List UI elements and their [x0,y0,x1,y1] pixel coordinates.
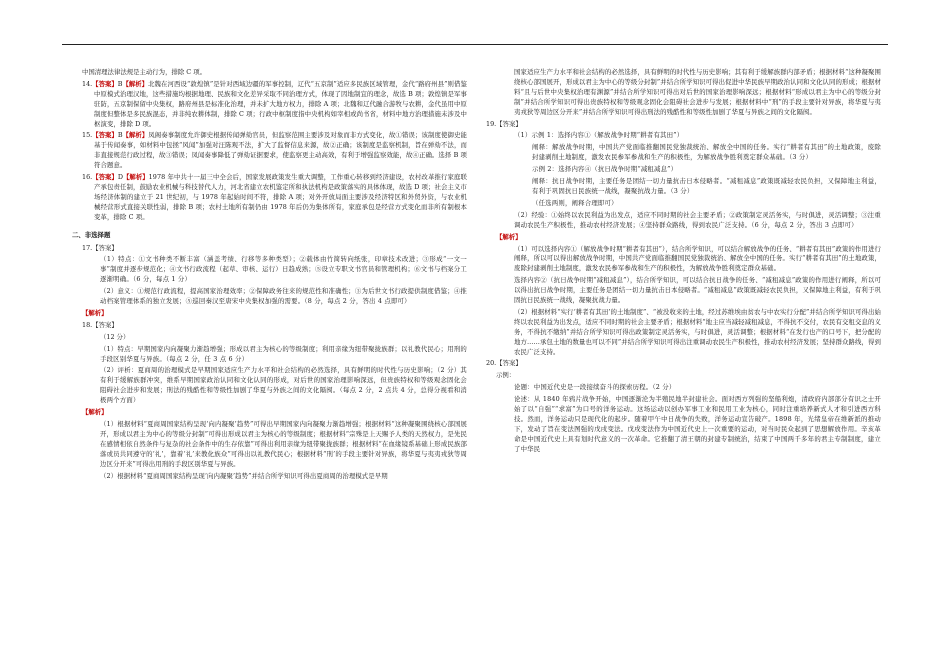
q16-answer [72,173,467,223]
q18-analysis-tag: 【解析】 [82,408,108,417]
q13-tail: 中国清理法律法规是主动行为，排除 C 项。 [82,68,206,76]
question-answer-head: 17.【答案】 [82,243,118,252]
q19-example2: 示例 2：选择内容④（抗日战争时期“减租减息”） [532,165,678,174]
q15-answer [72,131,467,171]
q17-analysis-tag: 【解析】 [82,308,108,317]
answer-tag: 【答案】 [92,173,118,182]
q18-score: （12 分） [100,332,130,341]
q19-header [486,120,881,130]
q19-part2: （2）经验：①始终以农民利益为出发点，适应不同时期的社会主要矛盾；②政策制定灵活务实，与时俱进，灵活调整；③注重调动农民生产积极性，推动农村经济发展；④坚持群众路线，得到农民广泛支持。（6 分，每点 2 分，答出 3 点即可） [514,210,881,229]
q19-analysis-1: （1）可以选择内容①（解放战争时期“耕者有其田”），结合所学知识，可以结合解放战争的任务、“耕者有其田”政策的作用进行阐释，所以可以得出解放战争时期，中国共产党面临推翻国民党独裁统治、解放全中国的任务。实行“耕者有其田”的土地政策，废除封建剥削土地制度，激发农民参军参战和生产的积极性，为解放战争胜利奠定群众基础。 [514,244,881,273]
q20-example-label: 示例： [496,371,516,380]
q18-part1: （1）特点：早期国家内向凝聚力渐趋增强；形成以君主为核心的等级制度；利用亲缘为纽带聚拢族群；以礼教代民心；用刑的手段区别华夏与异族。（每点 2 分，任 3 点 6 分） [100,344,467,363]
question-answer-head: 20.【答案】 [486,359,522,368]
analysis-text: 凤阁奏事制度允许御史根据传闻弹劾官员，但监察范围主要涉及对象而非方式变化，故①错误；该制度使御史能基于传闻奏事，如材料中包拯“风闻”加强对汪陈观不法，扩大了监督信息来源，故②正确；该制度是监察机制，旨在弹劾不法，而非直接规范行政过程，故③错误；凤闻奏事降低了弹劾证据要求，使监察更主动高效，有利于增强监察效能，故④正确。选择 B 项符合题意。 [94,131,468,170]
q20-thesis: 论题：中国近代史是一段接续奋斗的探索历程。（2 分） [514,383,676,392]
left-column [72,68,467,483]
answer-tag: 【答案】 [92,79,118,88]
q17-header [72,244,467,254]
q17-part1: （1）特点：①文书种类不断丰富（涵盖考绩、行移等多种类型）；②载体由竹简转向纸张，印章技术改进；③形成“一文一事”制度并逐步规范化；④文书行政流程（起草、审核、运行）日趋成熟；⑤设立专职文书官员和管理机构；⑥文书与档案分工逐渐明确。（6 分，每点 1 分） [100,255,467,284]
q19-note: （任选两则，阐释合理即可） [532,198,618,207]
analysis-tag: 【解析】 [122,79,149,88]
q14-answer [72,80,467,130]
q18-part2: （2）评析：夏商周的治理模式是早期国家适应生产力水平和社会结构的必然选择，具有鲜明的时代性与历史影响；（2 分）其有利于缓解族群冲突，维系早期国家政治认同和文化认同的形成，对后世的国家治理影响深远，但贵族特权和等级观念固化会阻碍社会进步和发展；刑法的残酷性和等级性加剧了华夏与外族之间的文化隔阂。（每点 2 分，2 点共 4 分，总得分视看和消极两个方面） [100,366,467,405]
q19-analysis-1b: 选择内容②（抗日战争时期“减租减息”），结合所学知识，可以结合抗日战争的任务、“减租减息”政策的作用进行阐释，所以可以得出抗日战争时期，主要任务是团结一切力量抗击日本侵略者。“减租减息”政策既减轻农民负担，又保障地主利益，有利于巩固抗日民族统一战线，凝聚抗战力量。 [514,276,881,305]
q18-analysis-2: （2）根据材料“夏商周国家结构呈现‘向内凝聚’趋势”并结合所学知识可得出夏商周的治理模式是早期 [100,471,388,480]
analysis-text: 北魏在河西设“敦煌镇”是针对西域边疆的军事控制，辽代“五京制”适应多民族区域管理，金代“路府州县”则借鉴中原模式治理汉地，这些措施均根据地理、民族和文化差异采取不同治理方式，体现了因地制宜的理念，故选 B 项；敦煌镇是军事驻防，五京制保留中央集权，路府州县是标准化治理，并未扩大地方权力，排除 A 项；北魏和辽代融合游牧与农耕，金代虽用中原制度但整体是多民族混态，并非纯农耕体制，排除 C 项；行政中枢制度指中央机构如宰相或尚书省，材料中地方治理措施未涉及中枢演变，排除 D 项。 [94,79,468,128]
q19-analysis-2: （2）根据材料“实行‘耕者有其田’的土地制度”、“被没收来的土地，经过苏维埃由贫农与中农实行分配”并结合所学知识可得出始终以农民利益为出发点，适应不同时期的社会主要矛盾；根据材料“地主应当减轻减租减息，不得抗不交付，农民有交租交息的义务，不得抗不缴纳”并结合所学知识可得出政策制定灵活务实，与时俱进，灵活调整；根据材料“在发行也产的口号下，把分配的地方……承包土地的数量也可以不同”并结合所学知识可得出注重调动农民生产积极性，推动农村经济发展；坚持群众路线，得到农民广泛支持。 [514,307,881,356]
q20-header [486,359,881,369]
q18-analysis-1: （1）根据材料“夏商周国家结构呈现‘向内凝聚’趋势”可得出早期国家内向凝聚力渐趋增强；根据材料“这种凝聚围绕核心部国展开，形成以君主为中心的等级分封制”可得出形成以君主为核心的等级制度；根据材料“宗殊是上天赐予人类的天然权力，是先民在感情相依自然条件与复杂的社会条件中的生存依靠”可得出利用亲缘为纽带聚拢族群；根据材料“在血缘镜系基础上形成民族部落或员共同遵守的‘礼’，靠着‘礼’来教化族众”可得出以礼教代民心；根据材料“刑’的手段主要针对异族，将华夏与夷夷戎狄等周边区分开来”可得出用刑的手段区别华夏与异族。 [100,420,467,468]
answer-tag: 【答案】 [92,131,118,140]
answer-letter: D [117,173,123,182]
question-answer-head: 18.【答案】 [82,320,118,329]
answer-letter: B [117,79,123,88]
q19-example1: （1）示例 1：选择内容①（解放战争时期“耕者有其田”） [514,131,684,140]
question-number: 16. [82,173,93,182]
right-column [486,68,881,457]
header-rule [62,44,888,45]
q20-body: 论述：从 1840 年鸦片战争开始，中国逐渐沦为半殖民地半封建社会。面对西方列强的坚船利炮，清政府内部部分有识之士开始了以“自强”“求富”为口号的洋务运动。这场运动以创办军事工业和民用工业为核心，同时注重培养新式人才和引进西方科技。然而，洋务运动只是现代化的起步。随着甲午中日战争的失败，洋务运动宣告破产。1898 年，光绪皇帝在维新派的推动下，发动了旨在变法图强的戊戌变法。戊戌变法作为中国近代史上一次重要的运动，对当时民众起到了思想解放作用。辛亥革命是中国近代史上具有划时代意义的一次革命。它推翻了清王朝的封建专制统治，结束了中国两千多年的君主专制制度，建立了中华民 [514,395,881,453]
q19-example1-explain: 阐释：解放战争时期，中国共产党面临推翻国民党独裁统治、解放全中国的任务。实行“耕者有其田”的土地政策，废除封建剥削土地制度，激发农民参军参战和生产的积极性，为解放战争胜利奠定群众基础。（3 分） [532,143,881,162]
q19-example2-explain: 阐释：抗日战争时期，主要任务是团结一切力量抗击日本侵略者。“减租减息”政策既减轻农民负担，又保障地主利益，有利于巩固抗日民族统一战线，凝聚抗战力量。（3 分） [532,177,881,195]
analysis-tag: 【解析】 [122,173,149,182]
question-number: 15. [82,131,93,140]
section-heading: 二、非选择题 [72,230,111,239]
q18-analysis-continued: 国家适应生产力水平和社会结构的必然选择，具有鲜明的时代性与历史影响；其有利于缓解族群内部矛盾；根据材料“这种凝聚围绕核心部国展开，形成以君主为中心的等级分封制”并结合所学知识可得出促进中华民族早期政治认同和文化认同的形成；根据材料“且与后世中央集权治理有渊源”并结合所学知识可得出对后世的国家治理影响深远；根据材料“形成以君主为中心的等级分封制”并结合所学知识可得出贵族特权和等级观念固化会阻碍社会进步与发展；根据材料中“刑”的手段主要针对异族，将华夏与夷夷戎狄等周边区分开来”并结合所学知识可得出刑法的残酷性和等级性加剧了华夏与异族之间的文化隔阂。 [514,68,881,116]
analysis-text: 1978 年中共十一届三中全会后，国家发展政策发生重大调整，工作重心转移到经济建设，农村改革推行家庭联产承包责任制，鼓励农业机械与科技替代人力，河北省建立农机鉴定所和执法机构是政策落实的具体体现，故选 D 项；社会主义市场经济体制的建立于 21 世纪初，与 1978 年起始时间不符，排除 A 项；对外开放局面主要涉及经济特区和外贸外资，与农业机械经营形式直接关联性弱，排除 B 项；农村土地所有制仍由 1978 年后仍为集体所有，家庭承包是经营方式变化而非所有制根本变革，排除 C 项。 [94,173,467,221]
q17-part2: （2）意义：①规范行政流程，提高国家治理效率；②保障政务往来的规范性和准确性；③为后世文书行政提供制度借鉴；④推动档案管理体系的独立发展；⑤巡回秦汉至唐宋中央集权加强的需要。（8 分，每点 2 分，答出 4 点即可） [100,287,467,306]
question-answer-head: 19.【答案】 [486,119,522,128]
q19-analysis-tag: 【解析】 [496,232,522,241]
question-number: 14. [82,79,93,88]
answer-letter: B [117,131,123,140]
analysis-tag: 【解析】 [122,131,149,140]
q18-header [72,321,467,331]
